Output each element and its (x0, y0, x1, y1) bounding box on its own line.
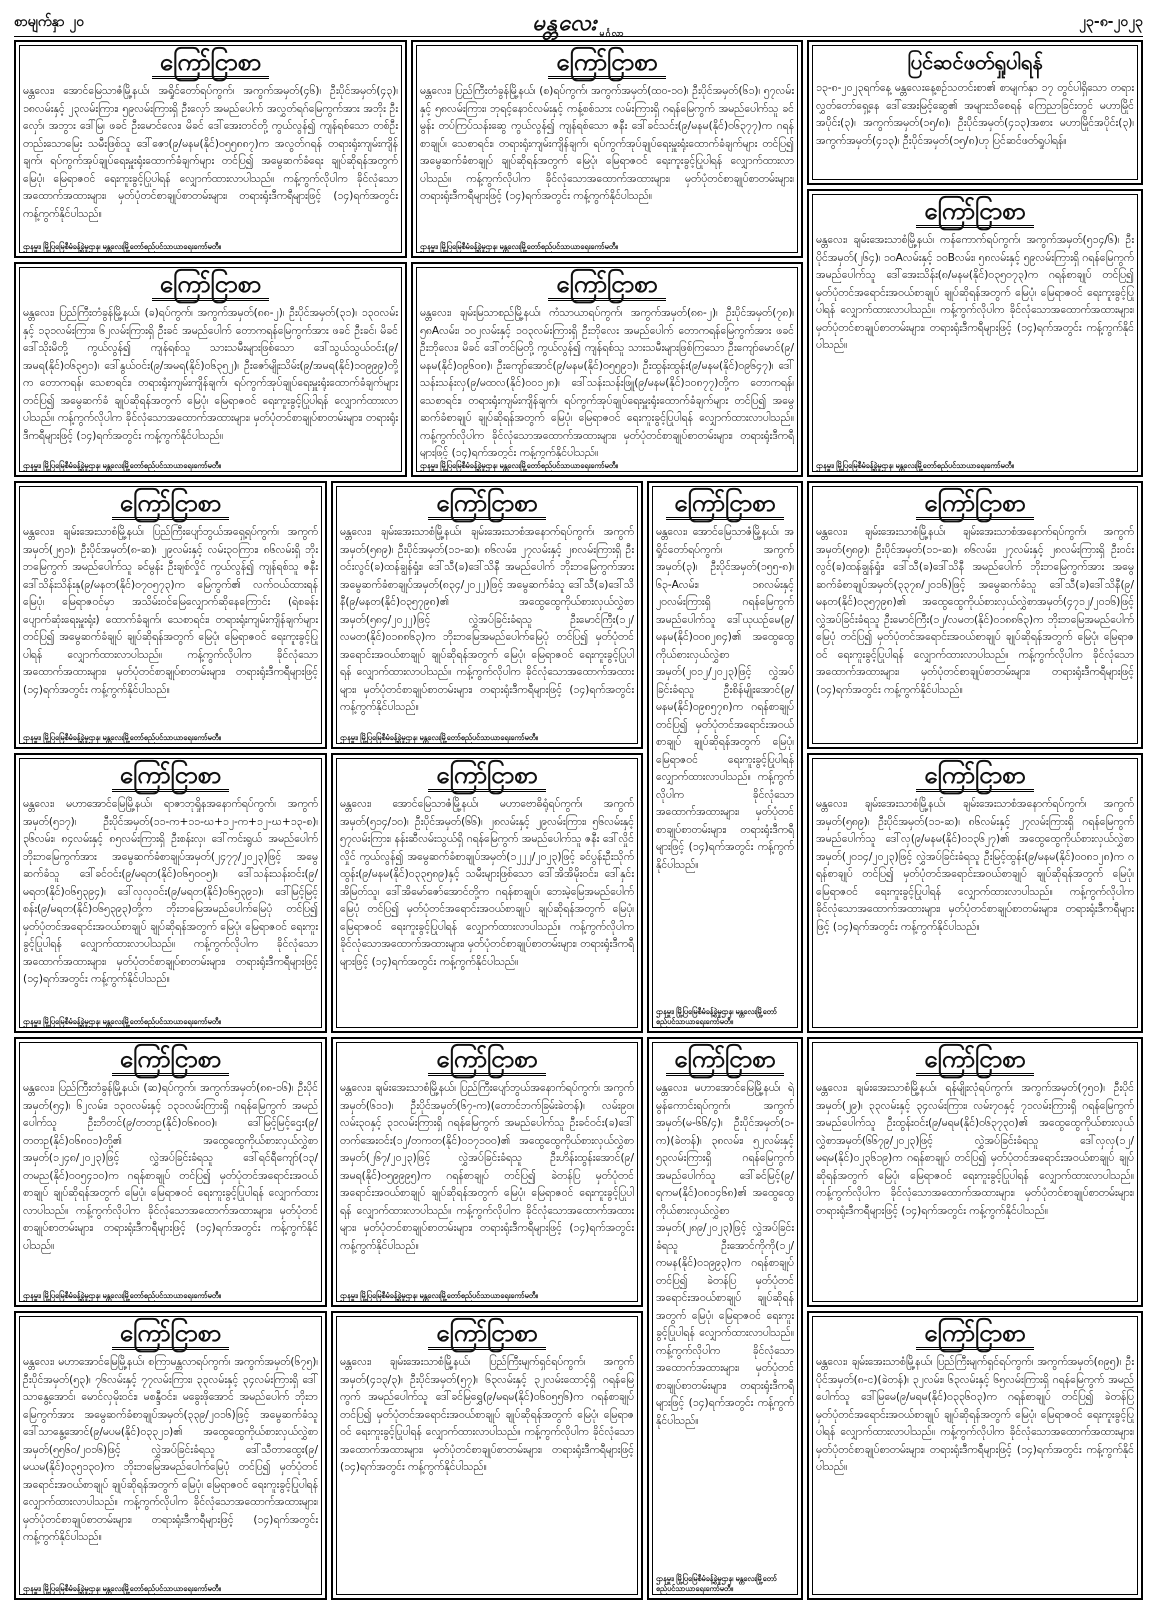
notice-body: မန္တလေး၊ ချမ်းအေးသာစံမြို့နယ်၊ ပြည်ကြီးပျော်ဘွယ်အနောက်ရပ်ကွက်၊ အကွက်အမှတ်(၆၁၁)၊ ဦးပိုင်အမှတ်(၆၇-က)(တောင်ဘက်ခြမ်းခဲတန်)၊ လမ်း၉၀၊ လမ်း၃၀နှင့် ၃၁လမ်းကြားရှိ ဂရန်မြေကွက် အမည်ပေါက်သူ ဦးခင်ဝင်း(ခ)ဒေါ်တက်အေးဝင်း(၁၂/တကတ(နိုင်)၀၁၇၁၀၀)၏ အထွေထွေကိုယ်စားလှယ်လွှဲစာအမှတ်(၂၆၇/၂၀၂၃)ဖြင့် လွှဲအပ်ခြင်းခံရသူ ဦးဟိန်းထွန်းအောင်(၉/အမရ(နိုင်)၀၅၉၉၉၅)က ဂရန်စာချုပ် တင်ပြ၍ ခဲတန်ပြ မှတ်ပုံတင်အရောင်းအဝယ်စာချုပ် ချုပ်ဆိုရန်အတွက် မြေပုံ၊ မြေရာဇဝင် ရေးကူးခွင့်ပြုပါရန် လျှောက်ထားလာပါသည်။ ကန့်ကွက်လိုပါက ခိုင်လုံသောအထောက်အထားများ၊ မှတ်ပုံတင်စာချုပ်စာတမ်းများ၊ တရားရုံးဒီကရီများဖြင့် (၁၄)ရက်အတွင်း ကန့်ကွက်နိုင်ပါသည်။ (340, 1082, 634, 1252)
page-header (14, 8, 1143, 37)
notice-17 (807, 1037, 1143, 1307)
notice-4 (807, 189, 1143, 477)
notice-footer: ဌာနမှူး၊ မြို့ပြမြေစီမံခန့်ခွဲမှုဌာန၊ မန္တလေးမြို့တော်စည်ပင်သာယာရေးကော်မတီ။ (23, 1291, 221, 1300)
notice-body: မန္တလေး၊ မဟာအောင်မြေမြို့နယ်၊ ရာဇာဘုရှိုနအနောက်ရပ်ကွက်၊ အကွက်အမှတ်(၅၁၇)၊ ဦးပိုင်အမှတ်(၁၁-က+၁၁-ဃ+၁၂-က+၁၂-ဃ+၁၃-စ)၊ ၃၆လမ်း၊ ၈၄လမ်းနှင့် ၈၅လမ်းကြားရှိ ဦးစန်းလှ၊ ဒေါ်ကင်းရွယ် အမည်ပေါက် ဘိုးဘမြေကွက်အား အမွေဆက်ခံစာချုပ်အမှတ်(၂၄၇၇/၂၀၂၃)ဖြင့် အမွေဆက်ခံသူ ဒေါ်ခင်ဝင်း(၉/မရတ(နိုင်)၀၆၅၀၀၅)၊ ဒေါ်သန်းသန်းဝင်း(၉/မရတ(နိုင်)၀၆၅၃၉၄)၊ ဒေါ်လှလှဝင်း(၉/မရတ(နိုင်)၀၆၅၃၉၁)၊ ဒေါ်မြင့်မြင့်စန်း(၉/မရတ(နိုင်)၀၆၅၃၉၃)တို့က ဘိုးဘမြေအမည်ပေါက်မြေပုံ တင်ပြ၍ မှတ်ပုံတင်အရောင်းအဝယ်စာချုပ် ချုပ်ဆိုရန်အတွက် မြေပုံ၊ မြေရာဇဝင် ရေးကူးခွင့်ပြုပါရန် လျှောက်ထားလာပါသည်။ ကန့်ကွက်လိုပါက ခိုင်လုံသောအထောက်အထားများ၊ မှတ်ပုံတင်စာချုပ်စာတမ်းများ၊ တရားရုံးဒီကရီများဖြင့် (၁၄)ရက်အတွင်း ကန့်ကွက်နိုင်ပါသည်။ (23, 798, 318, 985)
notice-title: ကြော်ငြာစာ (340, 761, 634, 792)
notice-title: ကြော်ငြာစာ (816, 761, 1134, 792)
notice-5 (14, 262, 407, 477)
notice-body: မန္တလေး၊ ချမ်းအေးသာစံမြို့နယ်၊ ပြည်ကြီးမျက်ရှင်ရပ်ကွက်၊ အကွက်အမှတ်(၄၁၃/၃)၊ ဦးပိုင်အမှတ်(၅၇)၊ ၆၃လမ်းနှင့် ၃၂လမ်းထောင့်ရှိ ဂရန်မြေကွက် အမည်ပေါက်သူ ဒေါ်ခင်မြရွှေ(၉/မရမ(နိုင်)၀၆၀၅၅၆)က ဂရန်စာချုပ် တင်ပြ၍ မှတ်ပုံတင်အရောင်းအဝယ်စာချုပ် ချုပ်ဆိုရန်အတွက် မြေပုံ၊ မြေရာဇဝင် ရေးကူးခွင့်ပြုပါရန် လျှောက်ထားလာပါသည်။ ကန့်ကွက်လိုပါက ခိုင်လုံသောအထောက်အထားများ၊ မှတ်ပုံတင်စာချုပ်စာတမ်းများ၊ တရားရုံးဒီကရီများဖြင့် (၁၄)ရက်အတွင်း ကန့်ကွက်နိုင်ပါသည်။ (340, 1356, 634, 1473)
notice-title: ကြော်ငြာစာ (420, 270, 794, 301)
notice-body: မန္တလေး၊ ချမ်းအေးသာစံမြို့နယ်၊ ရန်မျိုးလုံရပ်ကွက်၊ အကွက်အမှတ်(၇၅၀)၊ ဦးပိုင်အမှတ်(၂၉)၊ ၃၃လမ်းနှင့် ၃၄လမ်းကြား၊ လမ်း၇၀နှင့် ၇၁လမ်းကြားရှိ ဂရန်မြေကွက် အမည်ပေါက်သူ ဦးထွန်းဝင်း(၉/မရမ(နိုင်)၀၆၃၇၃၀)၏ အထွေထွေကိုယ်စားလှယ်လွှဲစာအမှတ်(၆၆၇၉/၂၀၂၃)ဖြင့် လွှဲအပ်ခြင်းခံရသူ ဒေါ်လှလှ(၁၂/မရမ(နိုင်)၀၂၃၆၁၉)က ဂရန်စာချုပ် တင်ပြ၍ မှတ်ပုံတင်အရောင်းအဝယ်စာချုပ် ချုပ်ဆိုရန်အတွက် မြေပုံ၊ မြေရာဇဝင် ရေးကူးခွင့်ပြုပါရန် လျှောက်ထားလာပါသည်။ ကန့်ကွက်လိုပါက ခိုင်လုံသောအထောက်အထားများ၊ မှတ်ပုံတင်စာချုပ်စာတမ်းများ၊ တရားရုံးဒီကရီများဖြင့် (၁၄)ရက်အတွင်း ကန့်ကွက်နိုင်ပါသည်။ (816, 1082, 1134, 1217)
masthead-subtitle: မင်္ဂလာ (599, 29, 625, 39)
notice-15 (14, 1037, 327, 1307)
notice-footer: ဌာနမှူး၊ မြို့ပြမြေစီမံခန့်ခွဲမှုဌာန၊ မန္တလေးမြို့တော်စည်ပင်သာယာရေးကော်မတီ။ (23, 242, 221, 251)
notice-title: ကြော်ငြာစာ (23, 270, 398, 301)
notice-footer: ဌာနမှူး၊ မြို့ပြမြေစီမံခန့်ခွဲမှုဌာန၊ မန္တလေးမြို့တော်စည်ပင်သာယာရေးကော်မတီ။ (340, 1291, 538, 1300)
masthead-logo (532, 8, 625, 41)
notice-2 (411, 40, 803, 258)
notice-title: ကြော်ငြာစာ (23, 48, 398, 79)
notice-body: မန္တလေး၊ မဟာအောင်မြေမြို့နယ်၊ စကြာမန္တလာရပ်ကွက်၊ အကွက်အမှတ်(၆၇၅)၊ ဦးပိုင်အမှတ်(၅၃)၊ ၇၆လမ်းနှင့် ၇၇လမ်းကြား၊ ၃၃လမ်းနှင့် ၃၄လမ်းကြားရှိ ဒေါ်သာနွေ့အောင်၊ မောင်လှမိုးဝင်း၊ မစန္ဒီဝင်း၊ မခွေးဖိုအောင် အမည်ပေါက် ဘိုးဘမြေကွက်အား အမွေဆက်ခံစာချုပ်အမှတ်(၃၃၉/၂၀၁၆)ဖြင့် အမွေဆက်ခံသူ ဒေါ်သာနွေ့အောင်(၉/မပမ(နိုင်)၀၃၃၂၁)၏ အထွေထွေကိုယ်စားလှယ်လွှဲစာအမှတ်(၅၅၆၀/၂၀၁၆)ဖြင့် လွှဲအပ်ခြင်းခံရသူ ဒေါ်သီတာထွေး(၉/မယမ(နိုင်)၀၃၅၁၃၀)က ဘိုးဘမြေအမည်ပေါက်မြေပုံ တင်ပြ၍ မှတ်ပုံတင်အရောင်းအဝယ်စာချုပ် ချုပ်ဆိုရန်အတွက် မြေပုံ၊ မြေရာဇဝင် ရေးကူးခွင့်ပြုပါရန် လျှောက်ထားလာပါသည်။ ကန့်ကွက်လိုပါက ခိုင်လုံသောအထောက်အထားများ၊ မှတ်ပုံတင်စာချုပ်စာတမ်းများ၊ တရားရုံးဒီကရီများဖြင့် (၁၄)ရက်အတွင်း ကန့်ကွက်နိုင်ပါသည်။ (23, 1356, 318, 1543)
notice-title: ကြော်ငြာစာ (816, 1045, 1134, 1076)
page-number: စာမျက်နှာ ၂၀ (14, 13, 85, 30)
notice-footer: ဌာနမှူး၊ မြို့ပြမြေစီမံခန့်ခွဲမှုဌာန၊ မန္တလေးမြို့တော်စည်ပင်သာယာရေးကော်မတီ။ (23, 1584, 221, 1593)
notice-footer: ဌာနမှူး၊ မြို့ပြမြေစီမံခန့်ခွဲမှုဌာန၊ မန္တလေးမြို့တော်စည်ပင်သာယာရေးကော်မတီ။ (420, 461, 618, 470)
notice-footer: ဌာနမှူး၊ မြို့ပြမြေစီမံခန့်ခွဲမှုဌာန၊ မန္တလေးမြို့တော်စည်ပင်သာယာရေးကော်မတီ။ (23, 461, 221, 470)
notice-body: မန္တလေး၊ ချမ်းမြသာစည်မြို့နယ်၊ ကံသာယာရပ်ကွက်၊ အကွက်အမှတ်(၈၈-၂)၊ ဦးပိုင်အမှတ်(၇၈)၊ ၅၈Aလမ်း၊ ၁၀၂လမ်းနှင့် ၁၀၃လမ်းကြားရှိ ဦးဘိုလေး အမည်ပေါက် တောကရန်မြေကွက်အား ဖခင် ဦးဘိုလေး၊ မိခင် ဒေါ်တင်မြတို့ ကွယ်လွန်၍ ကျန်ရစ်သူ သားသမီးများဖြစ်ကြသော ဦးကျော်မောင်(၉/မနမ(နိုင်)၀၉၆၀၈)၊ ဦးကျော်အောင်(၉/မနမ(နိုင်)၀၅၅၉၁)၊ ဦးထွန်းထွန်း(၉/မနမ(နိုင်)၀၉၆၄၇)၊ ဒေါ်သန်းသန်းလှ(၉/မထလ(နိုင်)၀၀၁၂၈)၊ ဒေါ်သန်းသန်းဖြူ(၉/မနမ(နိုင်)၁၀၈၇၇)တို့က တောကရန်၊ သေစာရင်း၊ တရားရုံးကျမ်းကျိန်ချက်၊ ရပ်ကွက်အုပ်ချုပ်ရေးမှူးရုံးထောက်ခံချက်များ တင်ပြ၍ အမွေဆက်ခံစာချုပ် ချုပ်ဆိုရန်အတွက် မြေပုံ၊ မြေရာဇဝင် ရေးကူးခွင့်ပြုပါရန် လျှောက်ထားလာပါသည်။ ကန့်ကွက်လိုပါက ခိုင်လုံသောအထောက်အထားများ၊ မှတ်ပုံတင်စာချုပ်စာတမ်းများ၊ တရားရုံးဒီကရီများဖြင့် (၁၄)ရက်အတွင်း ကန့်ကွက်နိုင်ပါသည်။ (420, 307, 794, 459)
notice-body: မန္တလေး၊ အောင်မြေသာဇံမြို့နယ်၊ မဟာဗောဓိရုံရပ်ကွက်၊ အကွက်အမှတ်(၅၁၄/၁၀)၊ ဦးပိုင်အမှတ်(၆၆)၊ ၂၈လမ်းနှင့် ၂၉လမ်းကြား၊ ၅၆လမ်းနှင့် ၅၇လမ်းကြား၊ နန်းဆီလမ်းသွယ်ရှိ ဂရန်မြေကွက် အမည်ပေါက်သူ ဇနီး ဒေါ်လှိုင်လှိုင် ကွယ်လွန်၍ အမွေဆက်ခံစာချုပ်အမှတ်(၁၂၂၂/၂၀၂၃)ဖြင့် ခင်ပွန်းဦးသိုက်ထွန်း(၉/မနမ(နိုင်)၀၃၃၅၈၉)နှင့် သမီးများဖြစ်သော ဒေါ်အိအိမိုးဝင်း၊ ဒေါ်နှင်းအိမြတ်သူ၊ ဒေါ်အိမော်ဇော်အောင်တို့က ဂရန်စာချုပ်၊ ဘေးမဲ့မြေအမည်ပေါက်မြေပုံ တင်ပြ၍ မှတ်ပုံတင်အရောင်းအဝယ်စာချုပ် ချုပ်ဆိုရန်အတွက် မြေပုံ၊ မြေရာဇဝင် ရေးကူးခွင့်ပြုပါရန် လျှောက်ထားလာပါသည်။ ကန့်ကွက်လိုပါက ခိုင်လုံသောအထောက်အထားများ၊ မှတ်ပုံတင်စာချုပ်စာတမ်းများ၊ တရားရုံးဒီကရီများဖြင့် (၁၄)ရက်အတွင်း ကန့်ကွက်နိုင်ပါသည်။ (340, 798, 634, 968)
notice-footer: ဌာနမှူး၊ မြို့ပြမြေစီမံခန့်ခွဲမှုဌာန၊ မန္တလေးမြို့တော်စည်ပင်သာယာရေးကော်မတီ။ (656, 1574, 777, 1593)
notices-grid (14, 40, 1143, 1600)
notice-body: မန္တလေး၊ အောင်မြေသာဇံမြို့နယ်၊ အရှိုင်တော်ရပ်ကွက်၊ အကွက်အမှတ်(၄၆)၊ ဦးပိုင်အမှတ်(၄၃)၊ ၁၈လမ်းနှင့် ၂၃လမ်းကြား၊ ၅၉လမ်းကြားရှိ ဦးလှော် အမည်ပေါက် အလွှတ်ရဂ်မြေကွက်အား အဘိုး ဦးလှော်၊ အဘွား ဒေါ်မြ၊ ဖခင် ဦးမောင်လေး၊ မိခင် ဒေါ်အေးတင်တို့ ကွယ်လွန်၍ ကျန်ရစ်သော တစ်ဦးတည်းသောမြေး သမီးဖြစ်သူ ဒေါ်ဇော(၉/မနမ(နိုင်)၀၅၅၈၈၇)က အလွတ်ဂရန် တရားရုံးကျမ်းကျိန်ချက်၊ ရပ်ကွက်အုပ်ချုပ်ရေးမှူးရုံးထောက်ခံချက်များ တင်ပြ၍ အမွေဆက်ခံရေး ချုပ်ဆိုရန်အတွက် မြေပုံ၊ မြေရာဇဝင် ရေးကူးခွင့်ပြုပါရန် လျှောက်ထားလာပါသည်။ ကန့်ကွက်လိုပါက ခိုင်လုံသောအထောက်အထားများ၊ မှတ်ပုံတင်စာချုပ်စာတမ်းများ၊ တရားရုံးဒီကရီများဖြင့် (၁၄)ရက်အတွင်း ကန့်ကွက်နိုင်ပါသည်။ (23, 85, 398, 220)
notice-10 (807, 481, 1143, 749)
notice-18 (14, 1311, 327, 1600)
notice-footer: ဌာနမှူး၊ မြို့ပြမြေစီမံခန့်ခွဲမှုဌာန၊ မန္တလေးမြို့တော်စည်ပင်သာယာရေးကော်မတီ။ (420, 242, 618, 251)
notice-13 (807, 753, 1143, 1033)
notice-19 (331, 1311, 643, 1600)
notice-title: ကြော်ငြာစာ (340, 1319, 634, 1350)
notice-9 (647, 481, 803, 1033)
notice-title: ကြော်ငြာစာ (656, 1045, 794, 1076)
issue-date: ၂၃-၈-၂၀၂၃ (1079, 13, 1143, 30)
correction-title: ပြင်ဆင်ဖတ်ရှုပါရန် (907, 50, 1043, 74)
notice-footer: ဌာနမှူး၊ မြို့ပြမြေစီမံခန့်ခွဲမှုဌာန၊ မန္တလေးမြို့တော်စည်ပင်သာယာရေးကော်မတီ။ (816, 461, 1014, 470)
notice-body: မန္တလေး၊ ပြည်ကြီးတံခွန်မြို့နယ်၊ (ဆ)ရပ်ကွက်၊ အကွက်အမှတ်(၈၈-၁၆)၊ ဦးပိုင်အမှတ်(၅၄)၊ ၆၂လမ်း၊ ၁၃၀လမ်းနှင့် ၁၃၁လမ်းကြားရှိ ဂရန်မြေကွက် အမည်ပေါက်သူ ဦးဘိတင်(၉/တတဥ(နိုင်)၀၆၈၀၀)၊ ဒေါ်မြင့်မြင့်ဌေး(၉/တတဥ(နိုင်)၀၆၈၀၁)တို့၏ အထွေထွေကိုယ်စားလှယ်လွှဲစာအမှတ်(၁၂၄၈/၂၀၂၃)ဖြင့် လွှဲအပ်ခြင်းခံရသူ ဒေါ်ရင်ရီကျော်(၁၃/တမည(နိုင်)၀၀၅၄၁၀)က ဂရန်စာချုပ် တင်ပြ၍ မှတ်ပုံတင်အရောင်းအဝယ်စာချုပ် ချုပ်ဆိုရန်အတွက် မြေပုံ၊ မြေရာဇဝင် ရေးကူးခွင့်ပြုပါရန် လျှောက်ထားလာပါသည်။ ကန့်ကွက်လိုပါက ခိုင်လုံသောအထောက်အထားများ၊ မှတ်ပုံတင်စာချုပ်စာတမ်းများ၊ တရားရုံးဒီကရီများဖြင့် (၁၄)ရက်အတွင်း ကန့်ကွက်နိုင်ပါသည်။ (23, 1082, 318, 1252)
notice-body: မန္တလေး၊ အောင်မြေသာဇံမြို့နယ်၊ အရှိုင်တော်ရပ်ကွက်၊ အကွက်အမှတ်(၃)၊ ဦးပိုင်အမှတ်(၁၅၅-၈)၊ ၆၃-Aလမ်း၊ ၁၈လမ်းနှင့် ၂၀လမ်းကြားရှိ ဂရန်မြေကွက် အမည်ပေါက်သူ ဒေါ်ယုယဉ်မေ(၉/မနမ(နိုင်)၀၀၈၂၈၄)၏ အထွေထွေကိုယ်စားလှယ်လွှဲစာအမှတ်(၂၀၁၂/၂၀၂၃)ဖြင့် လွှဲအပ်ခြင်းခံရသူ ဦးစိန်မျိုးအောင်(၉/မနမ(နိုင်)၀၉၈၅၇၈)က ဂရန်စာချုပ် တင်ပြ၍ မှတ်ပုံတင်အရောင်းအဝယ်စာချုပ် ချုပ်ဆိုရန်အတွက် မြေပုံ၊ မြေရာဇဝင် ရေးကူးခွင့်ပြုပါရန် လျှောက်ထားလာပါသည်။ ကန့်ကွက်လိုပါက ခိုင်လုံသောအထောက်အထားများ၊ မှတ်ပုံတင်စာချုပ်စာတမ်းများ၊ တရားရုံးဒီကရီများဖြင့် (၁၄)ရက်အတွင်း ကန့်ကွက်နိုင်ပါသည်။ (656, 526, 794, 871)
notice-body: မန္တလေး၊ ချမ်းအေးသာစံမြို့နယ်၊ ပြည်ကြီးမျက်ရှင်ရပ်ကွက်၊ အကွက်အမှတ်(၈၉၅)၊ ဦးပိုင်အမှတ်(၈-င)(ခဲတန်)၊ ၃၂လမ်း၊ ၆၃လမ်းနှင့် ၆၅လမ်းကြားရှိ ဂရန်မြေကွက် အမည်ပေါက်သူ ဒေါ်မြမေ(၉/မရမ(နိုင်)၀၃၃၆၀၃)က ဂရန်စာချုပ် တင်ပြ၍ ခဲတန်ပြ မှတ်ပုံတင်အရောင်းအဝယ်စာချုပ် ချုပ်ဆိုရန်အတွက် မြေပုံ၊ မြေရာဇဝင် ရေးကူးခွင့်ပြုပါရန် လျှောက်ထားလာပါသည်။ ကန့်ကွက်လိုပါက ခိုင်လုံသောအထောက်အထားများ၊ မှတ်ပုံတင်စာချုပ်စာတမ်းများ၊ တရားရုံးဒီကရီများဖြင့် (၁၄)ရက်အတွင်း ကန့်ကွက်နိုင်ပါသည်။ (816, 1356, 1134, 1473)
notice-footer: ဌာနမှူး၊ မြို့ပြမြေစီမံခန့်ခွဲမှုဌာန၊ မန္တလေးမြို့တော်စည်ပင်သာယာရေးကော်မတီ။ (23, 733, 221, 742)
notice-14 (647, 1037, 803, 1600)
notice-title: ကြော်ငြာစာ (23, 1045, 318, 1076)
notice-title: ကြော်ငြာစာ (23, 761, 318, 792)
notice-body: မန္တလေး၊ ချမ်းအေးသာစံမြို့နယ်၊ ချမ်းအေးသာစံအနောက်ရပ်ကွက်၊ အကွက်အမှတ်(၅၈၉)၊ ဦးပိုင်အမှတ်(၁၁-ဆ)၊ ၈၆လမ်း၊ ၂၇လမ်းနှင့် ၂၈လမ်းကြားရှိ ဦးဝင်းလွင်(ခ)ထန်ချွန်ရှုံး၊ ဒေါ်သီ(ခ)ဒေါ်သိနီ အမည်ပေါက် ဘိုးဘမြေကွက်အား အမွေဆက်ခံစာချုပ်အမှတ်(၈၃၄/၂၀၂၂)ဖြင့် အမွေဆက်ခံသူ ဒေါ်သီ(ခ)ဒေါ်သိနီ(၉/မနတ(နိုင်)၀၃၅၇၉၈)၏ အထွေထွေကိုယ်စားလှယ်လွှဲစာအမှတ်(၅၈၄/၂၀၂၂)ဖြင့် လွှဲအပ်ခြင်းခံရသူ ဦးမောင်ကြီး(၁၂/လမတ(နိုင်)၀၁၈၈၆၃)က ဘိုးဘမြေအမည်ပေါက်မြေပုံ တင်ပြ၍ မှတ်ပုံတင်အရောင်းအဝယ်စာချုပ် ချုပ်ဆိုရန်အတွက် မြေပုံ၊ မြေရာဇဝင် ရေးကူးခွင့်ပြုပါရန် လျှောက်ထားလာပါသည်။ ကန့်ကွက်လိုပါက ခိုင်လုံသောအထောက်အထားများ၊ မှတ်ပုံတင်စာချုပ်စာတမ်းများ၊ တရားရုံးဒီကရီများဖြင့် (၁၄)ရက်အတွင်း ကန့်ကွက်နိုင်ပါသည်။ (340, 526, 634, 713)
notice-body: မန္တလေး၊ ချမ်းအေးသာစံမြို့နယ်၊ ချမ်းအေးသာစံအနောက်ရပ်ကွက်၊ အကွက်အမှတ်(၅၈၉)၊ ဦးပိုင်အမှတ်(၁၁-ဆ)၊ ၈၆လမ်းနှင့် ၂၇လမ်းကြားရှိ ဂရန်မြေကွက် အမည်ပေါက်သူ ဒေါ်လှ(၉/မနမ(နိုင်)၀၁၃၆၂၇)၏ အထွေထွေကိုယ်စားလှယ်လွှဲစာအမှတ်(၂၀၁၄/၂၀၂၃)ဖြင့် လွှဲအပ်ခြင်းခံရသူ ဦးမြင့်ထွန်း(၉/မနမ(နိုင်)၀၀၈၁၂၈)က ဂရန်စာချုပ် တင်ပြ၍ မှတ်ပုံတင်အရောင်းအဝယ်စာချုပ် ချုပ်ဆိုရန်အတွက် မြေပုံ၊ မြေရာဇဝင် ရေးကူးခွင့်ပြုပါရန် လျှောက်ထားလာပါသည်။ ကန့်ကွက်လိုပါက ခိုင်လုံသောအထောက်အထားများ၊ မှတ်ပုံတင်စာချုပ်စာတမ်းများ၊ တရားရုံးဒီကရီများဖြင့် (၁၄)ရက်အတွင်း ကန့်ကွက်နိုင်ပါသည်။ (816, 798, 1134, 933)
notice-body: မန္တလေး၊ ပြည်ကြီးတံခွန်မြို့နယ်၊ (ခ)ရပ်ကွက်၊ အကွက်အမှတ်(၈၈-၂)၊ ဦးပိုင်အမှတ်(၃၁)၊ ၁၃၀လမ်းနှင့် ၁၃၁လမ်းကြား၊ ၆၂လမ်းကြားရှိ ဦးခင် အမည်ပေါက် တောကရန်မြေကွက်အား ဖခင် ဦးခင်၊ မိခင် ဒေါ်သိုးမိတို့ ကွယ်လွန်၍ ကျန်ရစ်သူ သားသမီးများဖြစ်သော ဒေါ်သွယ်သွယ်ဝင်း(၉/အမရ(နိုင်)၀၆၃၅၁)၊ ဒေါ်နွယ်ဝင်း(၉/အမရ(နိုင်)၀၆၃၅၂)၊ ဦးဇော်မျိုးသိမ်း(၉/အမရ(နိုင်)၁၀၉၉၉)တို့က တောကရန်၊ သေစာရင်း၊ တရားရုံးကျမ်းကျိန်ချက်၊ ရပ်ကွက်အုပ်ချုပ်ရေးမှူးရုံးထောက်ခံချက်များ တင်ပြ၍ အမွေဆက်ခံ ချုပ်ဆိုရန်အတွက် မြေပုံ၊ မြေရာဇဝင် ရေးကူးခွင့်ပြုပါရန် လျှောက်ထားလာပါသည်။ ကန့်ကွက်လိုပါက ခိုင်လုံသောအထောက်အထားများ၊ မှတ်ပုံတင်စာချုပ်စာတမ်းများ၊ တရားရုံးဒီကရီများဖြင့် (၁၄)ရက်အတွင်း ကန့်ကွက်နိုင်ပါသည်။ (23, 307, 398, 442)
notice-8 (331, 481, 643, 749)
correction-notice (807, 40, 1143, 185)
notice-12 (331, 753, 643, 1033)
notice-20 (807, 1311, 1143, 1600)
notice-footer: ဌာနမှူး၊ မြို့ပြမြေစီမံခန့်ခွဲမှုဌာန၊ မန္တလေးမြို့တော်စည်ပင်သာယာရေးကော်မတီ။ (340, 733, 538, 742)
notice-body: မန္တလေး၊ ချမ်းအေးသာစံမြို့နယ်၊ ချမ်းအေးသာစံအနောက်ရပ်ကွက်၊ အကွက်အမှတ်(၅၈၉)၊ ဦးပိုင်အမှတ်(၁၁-ဆ)၊ ၈၆လမ်း၊ ၂၇လမ်းနှင့် ၂၈လမ်းကြားရှိ ဦးဝင်းလွင်(ခ)ထန်ချွန်ရှုံး၊ ဒေါ်သီ(ခ)ဒေါ်သိနီ အမည်ပေါက် ဘိုးဘမြေကွက်အား အမွေဆက်ခံစာချုပ်အမှတ်(၃၃၇၈/၂၀၁၆)ဖြင့် အမွေဆက်ခံသူ ဒေါ်သီ(ခ)ဒေါ်သိနီ(၉/မနတ(နိုင်)၀၃၅၇၉၈)၏ အထွေထွေကိုယ်စားလှယ်လွှဲစာအမှတ်(၄၇၁၂/၂၀၁၆)ဖြင့် လွှဲအပ်ခြင်းခံရသူ ဦးမောင်ကြီး(၁၂/လမတ(နိုင်)၀၁၈၈၆၃)က ဘိုးဘမြေအမည်ပေါက်မြေပုံ တင်ပြ၍ မှတ်ပုံတင်အရောင်းအဝယ်စာချုပ် ချုပ်ဆိုရန်အတွက် မြေပုံ၊ မြေရာဇဝင် ရေးကူးခွင့်ပြုပါရန် လျှောက်ထားလာပါသည်။ ကန့်ကွက်လိုပါက ခိုင်လုံသောအထောက်အထားများ၊ မှတ်ပုံတင်စာချုပ်စာတမ်းများ၊ တရားရုံးဒီကရီများဖြင့် (၁၄)ရက်အတွင်း ကန့်ကွက်နိုင်ပါသည်။ (816, 526, 1134, 696)
notice-title: ကြော်ငြာစာ (816, 197, 1134, 228)
notice-footer: ဌာနမှူး၊ မြို့ပြမြေစီမံခန့်ခွဲမှုဌာန၊ မန္တလေးမြို့တော်စည်ပင်သာယာရေးကော်မတီ။ (23, 1017, 221, 1026)
notice-title: ကြော်ငြာစာ (816, 489, 1134, 520)
masthead-title: မန္တလေး (532, 10, 598, 36)
notice-title: ကြော်ငြာစာ (340, 489, 634, 520)
notice-body: မန္တလေး၊ ပြည်ကြီးတံခွန်မြို့နယ်၊ (စ)ရပ်ကွက်၊ အကွက်အမှတ်(ထ၀-၁၀)၊ ဦးပိုင်အမှတ်(၆၁)၊ ၅၇လမ်းနှင့် ၅၈လမ်းကြား၊ ဘုရင့်နောင်လမ်းနှင့် ကန့်စစ်သား လမ်းကြားရှိ ဂရန်မြေကွက် အမည်ပေါက်သူ ခင်မွန်း တပ်ကြပ်သန်းဆွေ ကွယ်လွန်၍ ကျန်ရစ်သော ဇနီး ဒေါ်ခင်သင်း(၉/မနမ(နိုင်)၀၆၃၇၇)က ဂရန်စာချုပ်၊ သေစာရင်း၊ တရားရုံးကျမ်းကျိန်ချက်၊ ရပ်ကွက်အုပ်ချုပ်ရေးမှူးရုံးထောက်ခံချက်များ တင်ပြ၍ အမွေဆက်ခံစာချုပ် ချုပ်ဆိုရန်အတွက် မြေပုံ၊ မြေရာဇဝင် ရေးကူးခွင့်ပြုပါရန် လျှောက်ထားလာပါသည်။ ကန့်ကွက်လိုပါက ခိုင်လုံသောအထောက်အထားများ၊ မှတ်ပုံတင်စာချုပ်စာတမ်းများ၊ တရားရုံးဒီကရီများဖြင့် (၁၄)ရက်အတွင်း ကန့်ကွက်နိုင်ပါသည်။ (420, 85, 794, 202)
notice-body: မန္တလေး၊ ချမ်းအေးသာစံမြို့နယ်၊ ကန်ကောက်ရပ်ကွက်၊ အကွက်အမှတ်(၅၁၄/၆)၊ ဦးပိုင်အမှတ်(၂၆၄)၊ ၁၀Aလမ်းနှင့် ၁၀Bလမ်း၊ ၅၈လမ်းနှင့် ၅၉လမ်းကြားရှိ ဂရန်မြေကွက် အမည်ပေါက်သူ ဒေါ်အေးသိန်း(၈/မနမ(နိုင်)၀၃၅၀၇၃)က ဂရန်စာချုပ် တင်ပြ၍ မှတ်ပုံတင်အရောင်းအဝယ်စာချုပ် ချုပ်ဆိုရန်အတွက် မြေပုံ၊ မြေရာဇဝင် ရေးကူးခွင့်ပြုပါရန် လျှောက်ထားလာပါသည်။ ကန့်ကွက်လိုပါက ခိုင်လုံသောအထောက်အထားများ၊ မှတ်ပုံတင်စာချုပ်စာတမ်းများ၊ တရားရုံးဒီကရီများဖြင့် (၁၄)ရက်အတွင်း ကန့်ကွက်နိုင်ပါသည်။ (816, 234, 1134, 351)
notice-7 (14, 481, 327, 749)
notice-11 (14, 753, 327, 1033)
notice-title: ကြော်ငြာစာ (23, 489, 318, 520)
notice-title: ကြော်ငြာစာ (420, 48, 794, 79)
notice-footer: ဌာနမှူး၊ မြို့ပြမြေစီမံခန့်ခွဲမှုဌာန၊ မန္တလေးမြို့တော်စည်ပင်သာယာရေးကော်မတီ။ (656, 1007, 777, 1026)
notice-6 (411, 262, 803, 477)
notice-title: ကြော်ငြာစာ (656, 489, 794, 520)
notice-title: ကြော်ငြာစာ (23, 1319, 318, 1350)
notice-16 (331, 1037, 643, 1307)
notice-body: မန္တလေး၊ မဟာအောင်မြေမြို့နယ်၊ ရဲမွန်ကောင်းရပ်ကွက်၊ အကွက်အမှတ်(မ-၆၆/၄)၊ ဦးပိုင်အမှတ်(၁-က)(ခဲတန်)၊ ၃၈လမ်း၊ ၅၂လမ်းနှင့် ၅၃လမ်းကြားရှိ ဂရန်မြေကွက် အမည်ပေါက်သူ ဒေါ်ခင်မြင့်(၉/ရကမ(နိုင်)၀၈၁၄၆၈)၏ အထွေထွေကိုယ်စားလှယ်လွှဲစာအမှတ်(၂၈၉/၂၀၂၃)ဖြင့် လွှဲအပ်ခြင်းခံရသူ ဦးအောင်ကိုကို(၁၂/ကမန(နိုင်)၀၁၉၉၃)က ဂရန်စာချုပ် တင်ပြ၍ ခဲတန်ပြ မှတ်ပုံတင်အရောင်းအဝယ်စာချုပ် ချုပ်ဆိုရန်အတွက် မြေပုံ၊ မြေရာဇဝင် ရေးကူးခွင့်ပြုပါရန် လျှောက်ထားလာပါသည်။ ကန့်ကွက်လိုပါက ခိုင်လုံသောအထောက်အထားများ၊ မှတ်ပုံတင်စာချုပ်စာတမ်းများ၊ တရားရုံးဒီကရီများဖြင့် (၁၄)ရက်အတွင်း ကန့်ကွက်နိုင်ပါသည်။ (656, 1082, 794, 1427)
notice-title: ကြော်ငြာစာ (816, 1319, 1134, 1350)
notice-title: ကြော်ငြာစာ (340, 1045, 634, 1076)
notice-body: မန္တလေး၊ ချမ်းအေးသာစံမြို့နယ်၊ ပြည်ကြီးပျော်ဘွယ်အရှေ့ရပ်ကွက်၊ အကွက်အမှတ်(၂၅၁)၊ ဦးပိုင်အမှတ်(၈-ဆ)၊ ၂၉လမ်းနှင့် လမ်း၃၀ကြား၊ ၈၆လမ်းရှိ ဘိုးဘမြေကွက် အမည်ပေါက်သူ ခင်မွန်း ဦးချစ်လှိုင် ကွယ်လွန်၍ ကျန်ရစ်သူ ဇနီး ဒေါ်သိန်းသိန်းနု(၉/မနတ(နိုင်)၀၇၀၅၇၃)က မြေကွက်၏ လက်ဝယ်ထားရန် မြေပုံ၊ မြေရာဇဝင်မှာ အသိမ်းဝင်မြေလျှောက်ဆိုနေကြောင်း (ရဲစခန်း ပျောက်ဆုံးရေးမှူးရုံး) ထောက်ခံချက်၊ သေစာရင်း၊ တရားရုံးကျမ်းကျိန်ချက်များ တင်ပြ၍ အမွေဆက်ခံချုပ် ချုပ်ဆိုရန်အတွက် မြေပုံ၊ မြေရာဇဝင် ရေးကူးခွင့်ပြုပါရန် လျှောက်ထားလာပါသည်။ ကန့်ကွက်လိုပါက ခိုင်လုံသောအထောက်အထားများ၊ မှတ်ပုံတင်စာချုပ်စာတမ်းများ၊ တရားရုံးဒီကရီများဖြင့် (၁၄)ရက်အတွင်း ကန့်ကွက်နိုင်ပါသည်။ (23, 526, 318, 696)
notice-1 (14, 40, 407, 258)
correction-body: ၁၃-၈-၂၀၂၃ရက်နေ့ မန္တလေးနေ့စဉ်သတင်းစာ၏ စာမျက်နှာ ၁၇ တွင်ပါရှိသော တရားလွှတ်တော်ရှေ့နေ ဒေါ်အေးမြင့်ဆွေ၏ အများသိစေရန် ကြေညာခြင်းတွင် မဟာမြိုင်အပိုင်း(၃)၊ အကွက်အမှတ်(၁၅/၈)၊ ဦးပိုင်အမှတ်(၄၁၃)အစား မဟာမြိုင်အပိုင်း(၃)၊ အကွက်အမှတ်(၄၁၃)၊ ဦးပိုင်အမှတ်(၁၅/၈)ဟု ပြင်ဆင်ဖတ်ရှုပါရန်။ (816, 82, 1134, 147)
